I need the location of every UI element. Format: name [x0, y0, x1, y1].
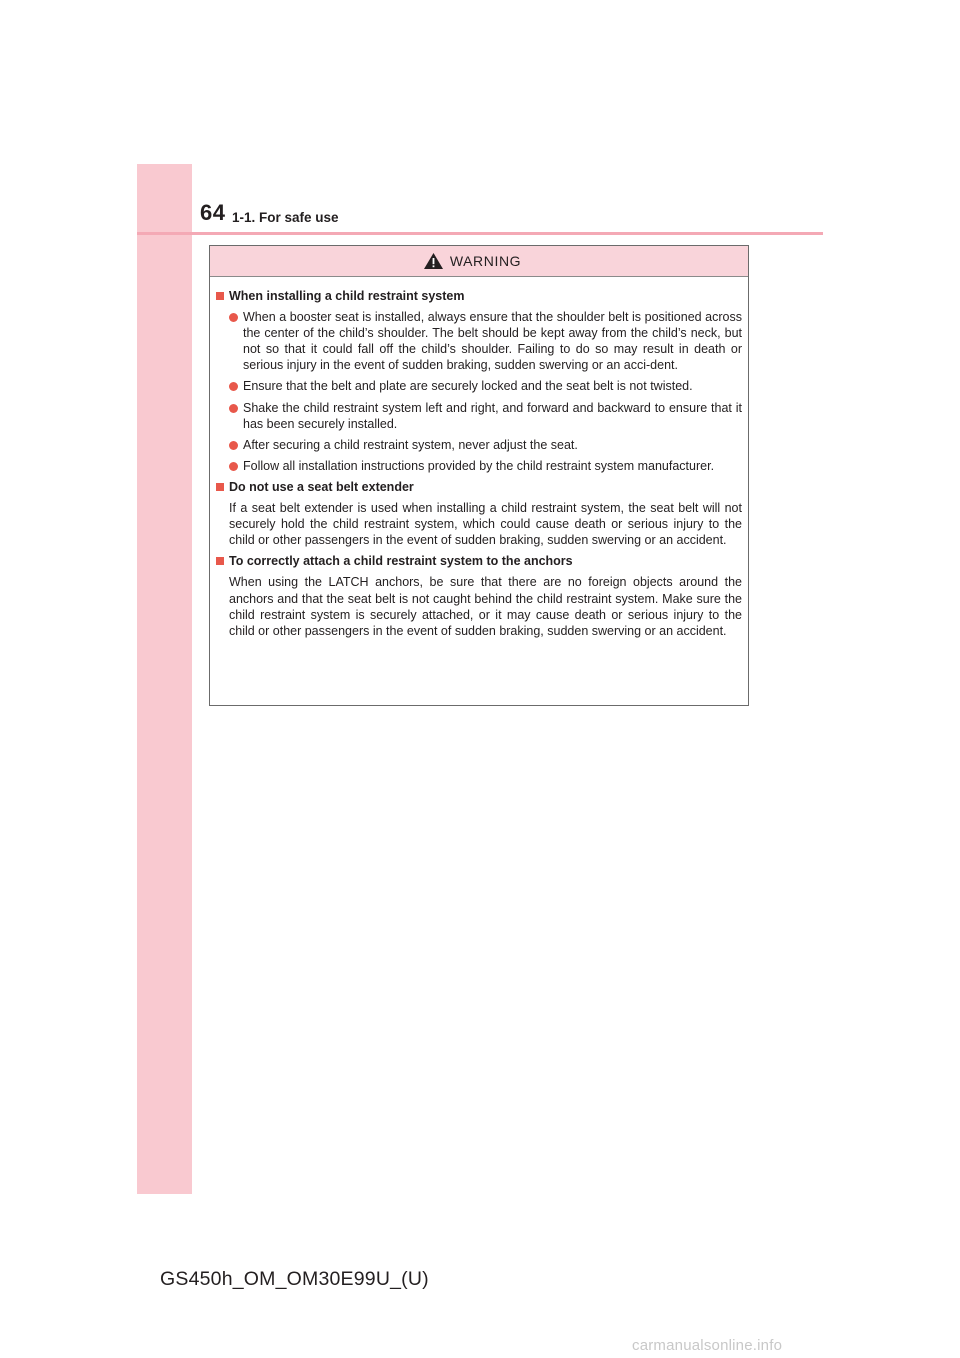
list-item: After securing a child restraint system, never adjust the seat. — [216, 437, 742, 453]
list-item: Follow all installation instructions provided by the child restraint system manufacturer. — [216, 458, 742, 474]
header-rule — [137, 232, 823, 235]
side-color-band — [137, 164, 192, 1194]
warning-title: WARNING — [449, 253, 522, 269]
list-item: When a booster seat is installed, always ensure that the shoulder belt is positioned across the center of the child’s shoulder. The belt should be kept away from the child’s neck, but not so that it could fall off the child’s shoulder. Failing to do so may result in death or serious injury in the event of sudden braking, sudden swerving or an acci-dent. — [216, 309, 742, 373]
topic-paragraph: If a seat belt extender is used when installing a child restraint system, the seat belt will not securely hold the child restraint system, which could cause death or serious injury to the child or other passengers in the event of sudden braking, sudden swerving or an accident. — [229, 501, 742, 548]
circle-bullet-icon — [229, 462, 238, 471]
warning-body — [210, 277, 748, 639]
topic-heading: Do not use a seat belt extender — [216, 479, 742, 495]
page-number: 64 — [200, 200, 226, 225]
list-item: Ensure that the belt and plate are securely locked and the seat belt is not twisted. — [216, 378, 742, 394]
circle-bullet-icon — [229, 441, 238, 450]
circle-bullet-icon — [229, 404, 238, 413]
square-bullet-icon — [216, 483, 224, 491]
site-watermark: carmanualsonline.info — [632, 1337, 783, 1354]
section-title: 1-1. For safe use — [232, 210, 339, 225]
circle-bullet-icon — [229, 382, 238, 391]
circle-bullet-icon — [229, 313, 238, 322]
warning-header — [210, 246, 748, 277]
topic-paragraph: When using the LATCH anchors, be sure that there are no foreign objects around the anchors and that the seat belt is not caught behind the child restraint system. Make sure the child restraint system is securely attached, or it may cause death or serious injury to the child or other passengers in the event of sudden braking, sudden swerving or an accident. — [229, 575, 742, 638]
list-item: Shake the child restraint system left and right, and forward and backward to ensure that it has been securely installed. — [216, 400, 742, 432]
square-bullet-icon — [216, 557, 224, 565]
document-code: GS450h_OM_OM30E99U_(U) — [160, 1268, 429, 1290]
warning-triangle-icon — [423, 252, 444, 270]
topic-heading: To correctly attach a child restraint system to the anchors — [216, 553, 742, 569]
square-bullet-icon — [216, 292, 224, 300]
topic-heading: When installing a child restraint system — [216, 288, 742, 304]
warning-box — [209, 245, 749, 706]
